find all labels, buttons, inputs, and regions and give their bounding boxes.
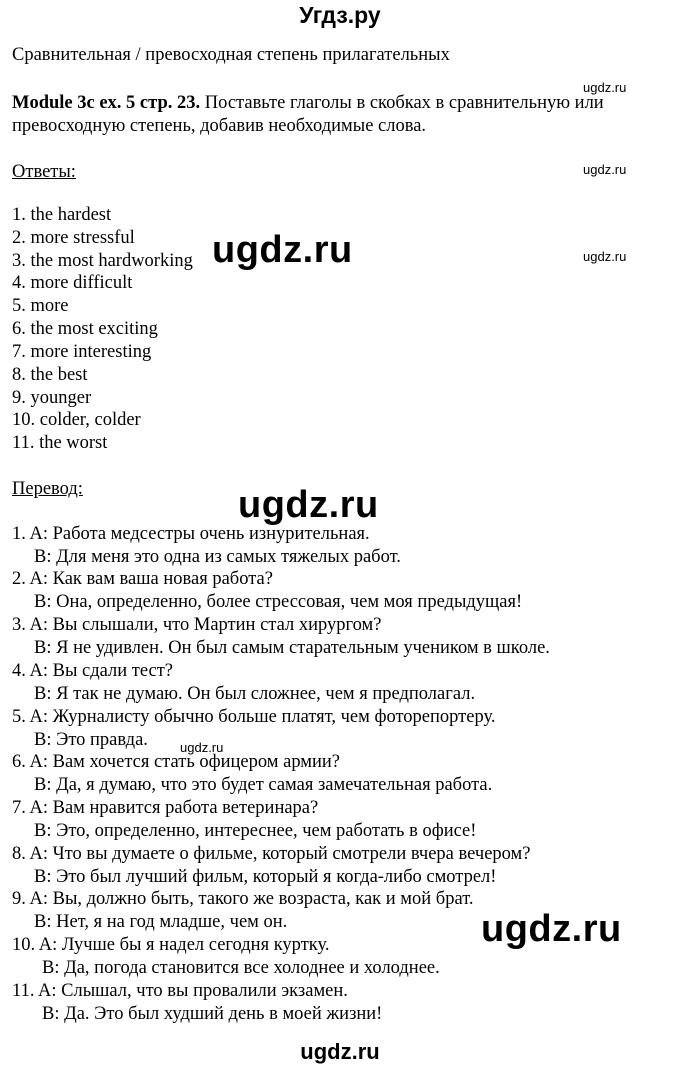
- watermark-small: ugdz.ru: [180, 740, 224, 755]
- answer-item: 11. the worst: [12, 433, 108, 453]
- site-header: Угдз.ру: [299, 2, 381, 28]
- dialog-b: B: Это, определенно, интереснее, чем работать в офисе!: [34, 821, 477, 841]
- dialog-a: 10. A: Лучше бы я надел сегодня куртку.: [12, 935, 330, 955]
- watermark-large: ugdz.ru: [481, 908, 622, 950]
- answers-title: Ответы:: [12, 162, 76, 182]
- answer-item: 10. colder, colder: [12, 410, 141, 430]
- dialog-b: B: Да. Это был худший день в моей жизни!: [42, 1004, 383, 1024]
- watermark-large: ugdz.ru: [238, 484, 379, 526]
- task-text-1: Поставьте глаголы в скобках в сравнительную или: [200, 93, 604, 113]
- dialog-b: B: Да, я думаю, что это будет самая замечательная работа.: [34, 775, 493, 795]
- answer-item: 4. more difficult: [12, 273, 133, 293]
- watermark-small: ugdz.ru: [583, 162, 627, 177]
- answer-item: 1. the hardest: [12, 205, 112, 225]
- answer-item: 7. more interesting: [12, 342, 152, 362]
- task-text-2: превосходную степень, добавив необходимые слова.: [12, 116, 427, 136]
- answer-item: 9. younger: [12, 388, 92, 408]
- dialog-a: 6. A: Вам хочется стать офицером армии?: [12, 752, 341, 772]
- dialog-b: B: Я не удивлен. Он был самым старательным учеником в школе.: [34, 638, 550, 658]
- dialog-a: 5. A: Журналисту обычно больше платят, чем фоторепортеру.: [12, 707, 496, 727]
- topic-title: Сравнительная / превосходная степень прилагательных: [12, 45, 450, 65]
- answer-item: 5. more: [12, 296, 69, 316]
- dialog-a: 4. A: Вы сдали тест?: [12, 661, 174, 681]
- watermark-large: ugdz.ru: [212, 229, 353, 271]
- watermark-small: ugdz.ru: [583, 249, 627, 264]
- dialog-b: B: Да, погода становится все холоднее и холоднее.: [42, 958, 440, 978]
- dialog-b: B: Я так не думаю. Он был сложнее, чем я предполагал.: [34, 684, 476, 704]
- dialog-b: B: Она, определенно, более стрессовая, чем моя предыдущая!: [34, 592, 523, 612]
- translation-title: Перевод:: [12, 479, 83, 499]
- dialog-a: 3. A: Вы слышали, что Мартин стал хирургом?: [12, 615, 382, 635]
- dialog-a: 9. A: Вы, должно быть, такого же возраста, как и мой брат.: [12, 889, 474, 909]
- task-line-1: [12, 92, 604, 114]
- dialog-b: B: Это правда.: [34, 730, 148, 750]
- dialog-a: 7. A: Вам нравится работа ветеринара?: [12, 798, 319, 818]
- dialog-a: 1. A: Работа медсестры очень изнурительная.: [12, 524, 370, 544]
- dialog-a: 11. A: Слышал, что вы провалили экзамен.: [12, 981, 348, 1001]
- dialog-a: 2. A: Как вам ваша новая работа?: [12, 569, 273, 589]
- answer-item: 6. the most exciting: [12, 319, 158, 339]
- answer-item: 2. more stressful: [12, 228, 135, 248]
- dialog-b: B: Это был лучший фильм, который я когда-либо смотрел!: [34, 867, 497, 887]
- watermark-small: ugdz.ru: [583, 80, 627, 95]
- dialog-b: B: Для меня это одна из самых тяжелых работ.: [34, 547, 401, 567]
- answer-item: 3. the most hardworking: [12, 251, 193, 271]
- dialog-a: 8. A: Что вы думаете о фильме, который смотрели вчера вечером?: [12, 844, 531, 864]
- answer-item: 8. the best: [12, 365, 88, 385]
- site-footer: ugdz.ru: [300, 1039, 380, 1064]
- dialog-b: B: Нет, я на год младше, чем он.: [34, 912, 288, 932]
- task-reference: Module 3c ex. 5 стр. 23.: [12, 93, 201, 113]
